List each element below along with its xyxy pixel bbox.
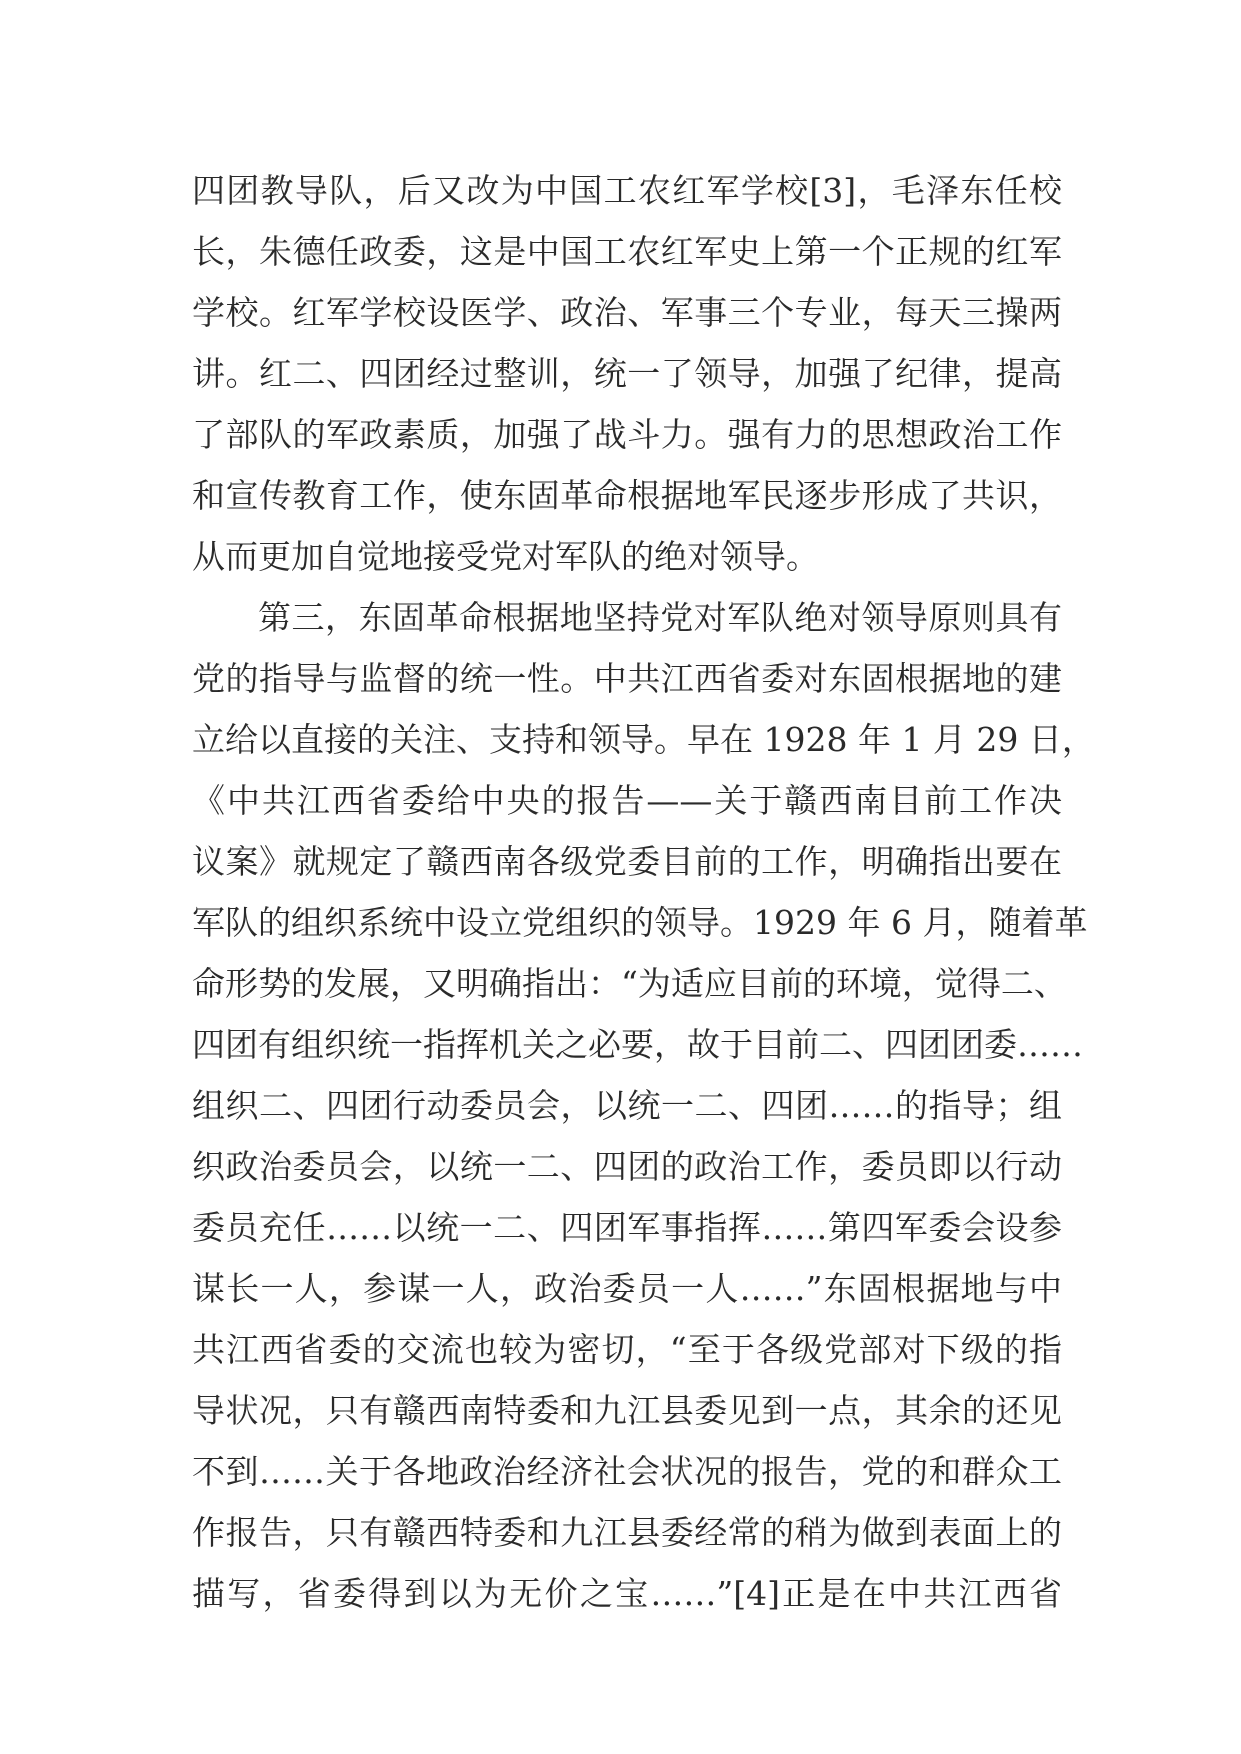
text-line: 不到……关于各地政治经济社会状况的报告，党的和群众工 <box>192 1452 1062 1491</box>
paragraph-end-line: 从而更加自觉地接受党对军队的绝对领导。 <box>192 537 819 576</box>
text-line: 组织二、四团行动委员会，以统一二、四团……的指导；组 <box>192 1086 1062 1125</box>
text-line: 作报告，只有赣西特委和九江县委经常的稍为做到表面上的 <box>192 1513 1062 1552</box>
text-line: 立给以直接的关注、支持和领导。早在 1928 年 1 月 29 日， <box>192 720 1095 759</box>
text-line: 议案》就规定了赣西南各级党委目前的工作，明确指出要在 <box>192 842 1062 881</box>
text-line: 导状况，只有赣西南特委和九江县委见到一点，其余的还见 <box>192 1391 1062 1430</box>
text-line: 谋长一人，参谋一人，政治委员一人……”东固根据地与中 <box>192 1269 1062 1308</box>
paragraph-first-line: 第三，东固革命根据地坚持党对军队绝对领导原则具有 <box>258 598 1062 637</box>
text-line: 了部队的军政素质，加强了战斗力。强有力的思想政治工作 <box>192 415 1062 454</box>
text-line: 长，朱德任政委，这是中国工农红军史上第一个正规的红军 <box>192 232 1062 271</box>
text-line: 四团教导队，后又改为中国工农红军学校[3]，毛泽东任校 <box>192 171 1062 210</box>
text-line: 讲。红二、四团经过整训，统一了领导，加强了纪律，提高 <box>192 354 1062 393</box>
text-line: 学校。红军学校设医学、政治、军事三个专业，每天三操两 <box>192 293 1062 332</box>
text-line: 描写，省委得到以为无价之宝……”[4]正是在中共江西省 <box>192 1574 1062 1613</box>
text-line: 共江西省委的交流也较为密切，“至于各级党部对下级的指 <box>192 1330 1062 1369</box>
text-line: 委员充任……以统一二、四团军事指挥……第四军委会设参 <box>192 1208 1062 1247</box>
body-text <box>192 160 1095 1624</box>
text-line: 党的指导与监督的统一性。中共江西省委对东固根据地的建 <box>192 659 1062 698</box>
text-line: 军队的组织系统中设立党组织的领导。1929 年 6 月，随着革 <box>192 903 1088 942</box>
text-line: 命形势的发展，又明确指出：“为适应目前的环境，觉得二、 <box>192 964 1067 1003</box>
text-line: 织政治委员会，以统一二、四团的政治工作，委员即以行动 <box>192 1147 1062 1186</box>
text-line: 《中共江西省委给中央的报告——关于赣西南目前工作决 <box>192 781 1062 820</box>
text-line: 四团有组织统一指挥机关之必要，故于目前二、四团团委…… <box>192 1025 1083 1064</box>
text-line: 和宣传教育工作，使东固革命根据地军民逐步形成了共识， <box>192 476 1062 515</box>
